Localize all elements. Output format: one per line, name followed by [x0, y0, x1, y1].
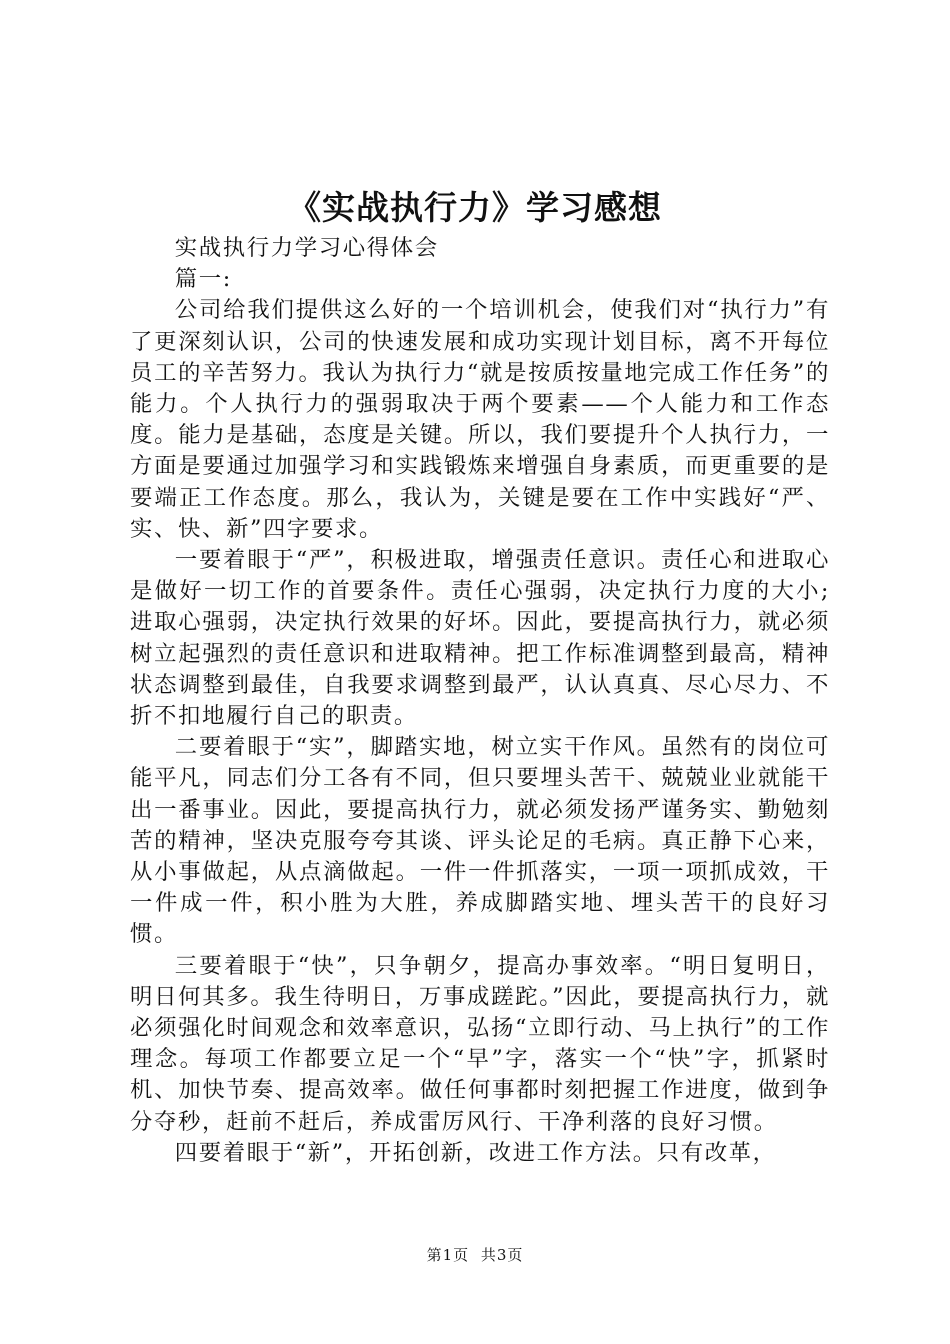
document-title: 《实战执行力》学习感想 [288, 188, 662, 227]
page-number-total: 共3页 [480, 1246, 524, 1264]
section-label-paragraph: 篇一: [174, 266, 232, 293]
page-number-current: 第1页 [426, 1246, 470, 1264]
body-paragraph: 二要着眼于“实”，脚踏实地，树立实干作风。虽然有的岗位可能平凡，同志们分工各有不同，但只要埋头苦干、兢兢业业就能干出一番事业。因此，要提高执行力，就必须发扬严谨务实、勤勉刻苦的精神，坚决克服夸夸其谈、评头论足的毛病。真正静下心来，从小事做起，从点滴做起。一件一件抓落实，一项一项抓成效，干一件成一件，积小胜为大胜，养成脚踏实地、埋头苦干的良好习惯。 [130, 734, 830, 948]
body-paragraph: 三要着眼于“快”，只争朝夕，提高办事效率。“明日复明日，明日何其多。我生待明日，万事成蹉跎。”因此，要提高执行力，就必须强化时间观念和效率意识，弘扬“立即行动、马上执行”的工作理念。每项工作都要立足一个“早”字，落实一个“快”字，抓紧时机、加快节奏、提高效率。做任何事都时刻把握工作进度，做到争分夺秒，赶前不赶后，养成雷厉风行、干净利落的良好习惯。 [130, 952, 830, 1135]
document-body [130, 233, 830, 1169]
subtitle-paragraph: 实战执行力学习心得体会 [174, 235, 439, 261]
page-footer [0, 1244, 950, 1266]
body-paragraph: 一要着眼于“严”，积极进取，增强责任意识。责任心和进取心是做好一切工作的首要条件。责任心强弱，决定执行力度的大小;进取心强弱，决定执行效果的好坏。因此，要提高执行力，就必须树立起强烈的责任意识和进取精神。把工作标准调整到最高，精神状态调整到最佳，自我要求调整到最严，认认真真、尽心尽力、不折不扣地履行自己的职责。 [130, 547, 830, 730]
body-paragraph: 公司给我们提供这么好的一个培训机会，使我们对“执行力”有了更深刻认识，公司的快速发展和成功实现计划目标，离不开每位员工的辛苦努力。我认为执行力“就是按质按量地完成工作任务”的能力。个人执行力的强弱取决于两个要素——个人能力和工作态度。能力是基础，态度是关键。所以，我们要提升个人执行力，一方面是要通过加强学习和实践锻炼来增强自身素质，而更重要的是要端正工作态度。那么，我认为，关键是要在工作中实践好“严、实、快、新”四字要求。 [130, 297, 830, 542]
body-paragraph: 四要着眼于“新”，开拓创新，改进工作方法。只有改革， [174, 1139, 777, 1166]
